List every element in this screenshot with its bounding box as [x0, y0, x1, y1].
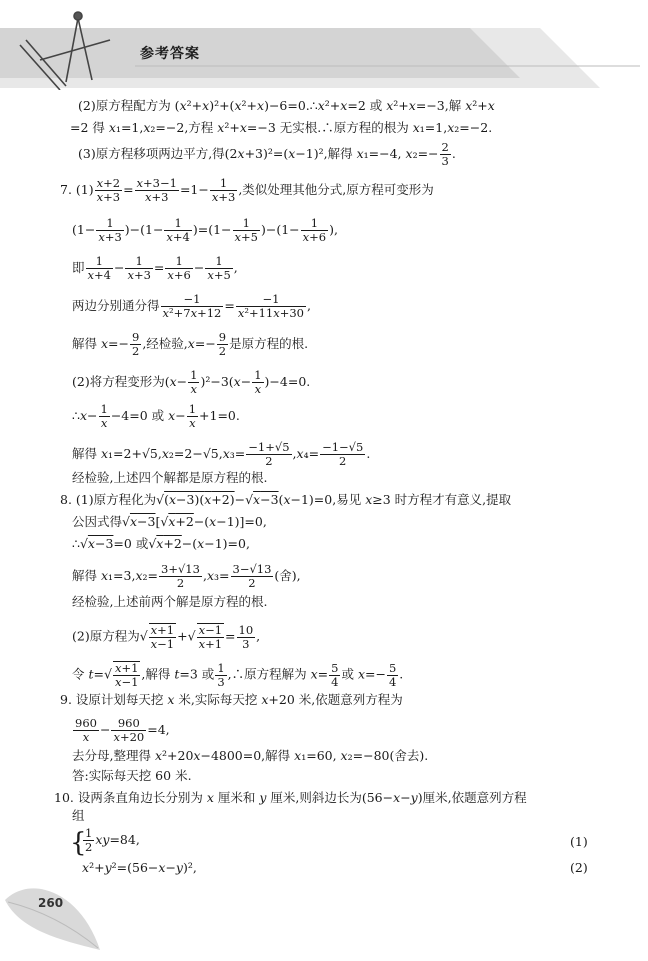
line-4: 7. (1) $\frac{x+2}{x+3}$ = $\frac{x+3-1}{x+3}$ =1− $\frac{1}{x+3}$ ,类似处理其他分式,原方程可变形为	[60, 176, 434, 204]
line-6: 即 $\frac{1}{x+4}$ − $\frac{1}{x+3}$ = $\frac{1}{x+6}$ − $\frac{1}{x+5}$ ,	[72, 254, 238, 282]
line-15: ∴√x−3=0 或√x+2−(x−1)=0,	[72, 536, 250, 551]
line-19: 令 t=√ $\frac{x+1}{x-1}$ ,解得 t=3 或 $\frac{1}{3}$ ,∴原方程解为 x= $\frac{5}{4}$ 或 x=− $\frac{5}{4}$ .	[72, 660, 404, 689]
line-16: 解得 x₁=3,x₂= $\frac{3+√13}{2}$ ,x₃= $\frac{3-√13}{2}$ (舍),	[72, 562, 301, 590]
line-17: 经检验,上述前两个解是原方程的根.	[72, 594, 268, 609]
line-9: (2)将方程变形为(x− $\frac{1}{x}$ )²−3(x− $\frac{1}{x}$ )−4=0.	[72, 368, 311, 396]
eq-label-1: (1)	[570, 834, 588, 849]
line-1: (2)原方程配方为 (x²+x)²+(x²+x)−6=0.∴x²+x=2 或 x²+x=−3,解 x²+x	[78, 98, 495, 113]
line-18: (2)原方程为√ $\frac{x+1}{x-1}$ +√ $\frac{x-1}{x+1}$ = $\frac{10}{3}$ ,	[72, 622, 261, 651]
line-24: 10. 设两条直角边长分别为 x 厘米和 y 厘米,则斜边长为(56−x−y)厘米,依题意列方程	[54, 790, 527, 805]
line-14: 公因式得√x−3[√x+2−(x−1)]=0,	[72, 514, 267, 529]
line-10: ∴x− $\frac{1}{x}$ −4=0 或 x− $\frac{1}{x}$ +1=0.	[72, 402, 240, 430]
line-27: x²+y²=(56−x−y)²,	[82, 860, 197, 875]
brace: {	[70, 828, 87, 858]
line-2: =2 得 x₁=1,x₂=−2,方程 x²+x=−3 无实根.∴原方程的根为 x₁=1,x₂=−2.	[70, 120, 493, 135]
line-26: $\frac{1}{2}$ xy=84,	[85, 826, 140, 854]
line-21: $\frac{960}{x}$ − $\frac{960}{x+20}$ =4,	[75, 716, 170, 744]
line-8: 解得 x=− $\frac{9}{2}$ ,经检验,x=− $\frac{9}{2}$ 是原方程的根.	[72, 330, 309, 358]
line-23: 答:实际每天挖 60 米.	[72, 768, 192, 783]
line-25: 组	[72, 808, 85, 823]
eq-label-2: (2)	[570, 860, 588, 875]
line-12: 经检验,上述四个解都是原方程的根.	[72, 470, 268, 485]
page-header-title: 参考答案	[140, 46, 200, 62]
footer-leaf-decoration	[0, 880, 120, 961]
page-number: 260	[38, 896, 64, 910]
header-decoration	[0, 0, 648, 90]
line-20: 9. 设原计划每天挖 x 米,实际每天挖 x+20 米,依题意列方程为	[60, 692, 403, 707]
line-7: 两边分别通分得 $\frac{-1}{\text{x²+7x+12}}$ = $\frac{-1}{\text{x²+11x+30}}$ ,	[72, 292, 311, 320]
line-3: (3)原方程移项两边平方,得(2x+3)²=(x−1)²,解得 x₁=−4, x₂=− $\frac{2}{3}$ .	[78, 140, 456, 168]
line-5: (1− $\frac{1}{x+3}$ )−(1− $\frac{1}{x+4}$ )=(1− $\frac{1}{x+5}$ )−(1− $\frac{1}{x+6}$ ),	[72, 216, 338, 244]
line-11: 解得 x₁=2+√5,x₂=2−√5,x₃= $\frac{-1+√5}{2}$ ,x₄= $\frac{-1-√5}{2}$ .	[72, 440, 371, 468]
line-22: 去分母,整理得 x²+20x−4800=0,解得 x₁=60, x₂=−80(舍去).	[72, 748, 429, 763]
line-13: 8. (1)原方程化为√(x−3)(x+2)−√x−3(x−1)=0,易见 x≥3 时方程才有意义,提取	[60, 492, 512, 507]
